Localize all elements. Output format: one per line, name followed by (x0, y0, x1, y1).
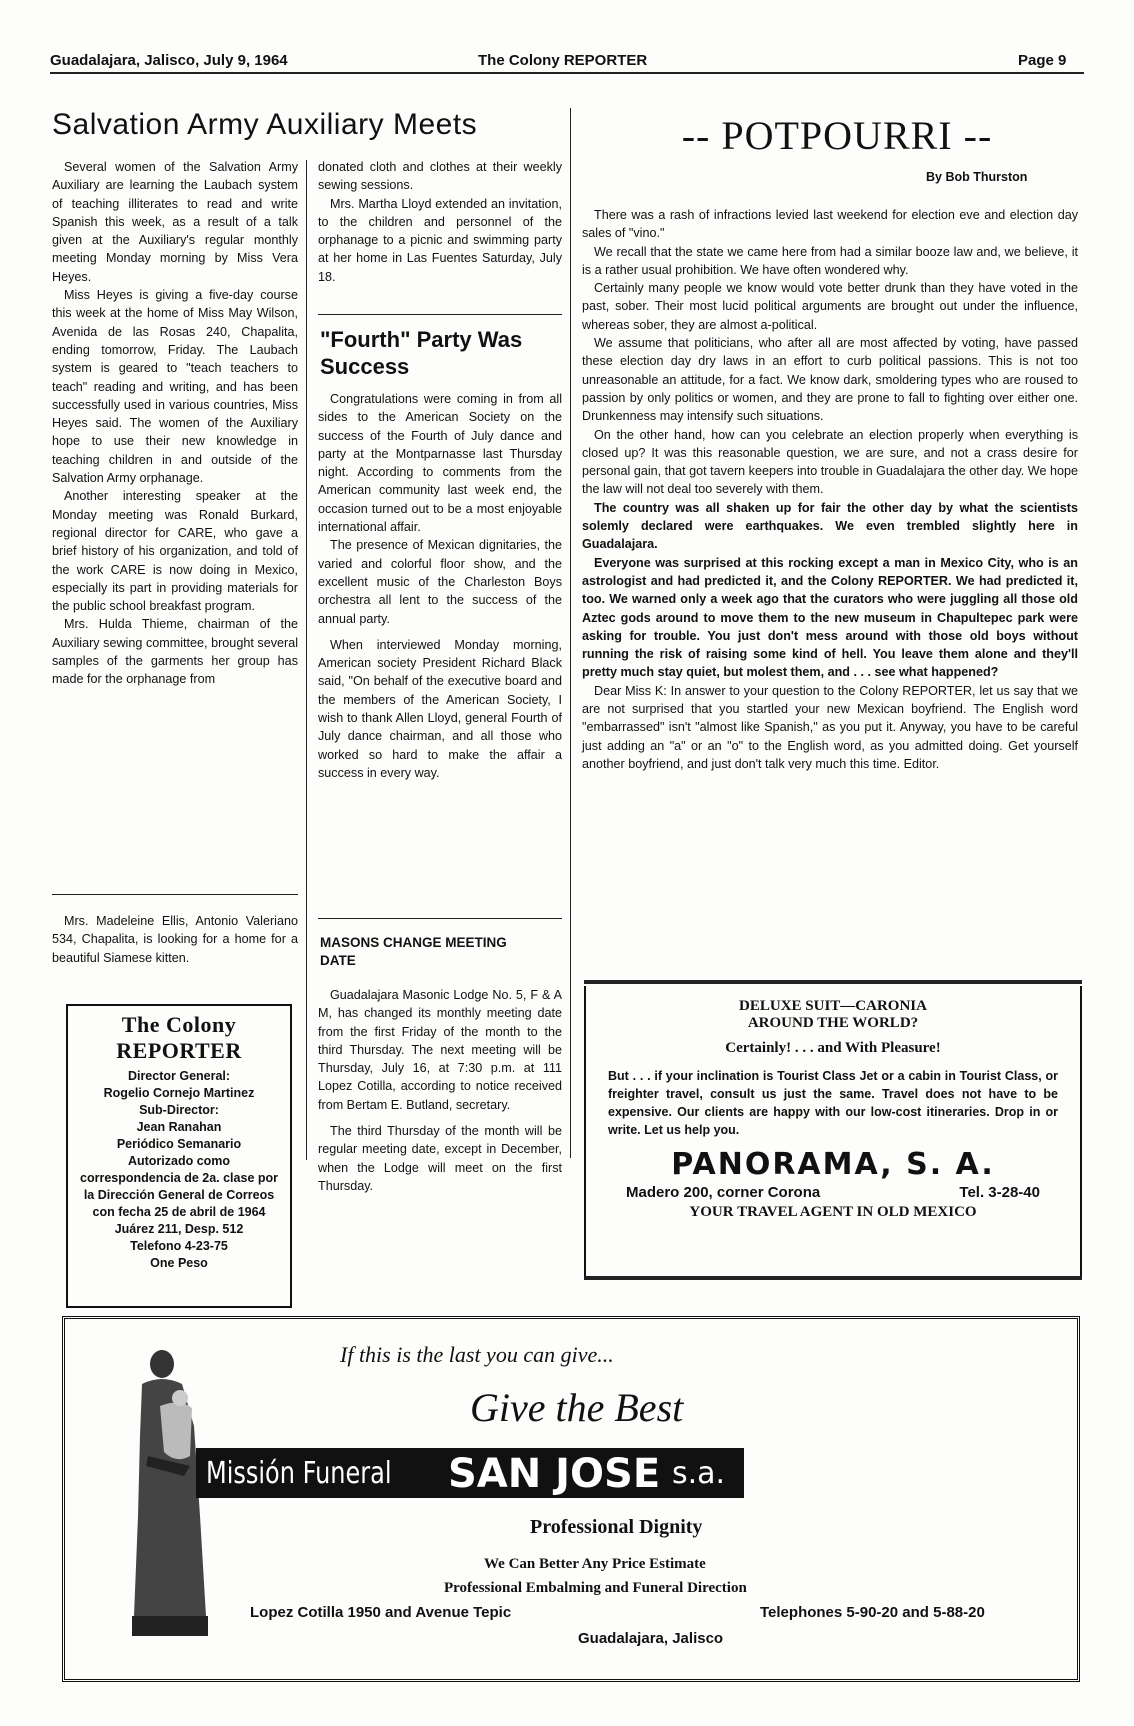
masthead-line: Juárez 211, Desp. 512 (114, 1222, 244, 1236)
masthead-line: One Peso (150, 1256, 208, 1270)
header-page-number: Page 9 (1018, 52, 1067, 69)
panorama-line-2: AROUND THE WORLD? (747, 1015, 919, 1031)
header-rule (50, 72, 1084, 74)
funeral-line-3: Professional Dignity (530, 1516, 703, 1538)
potpourri-para: Certainly many people we know would vote better drunk than they have voted in the past, sober. Their most lucid political arguments are brought out under the influence, whereas sober, they are almost a-political. (582, 281, 1078, 332)
section-rule (52, 894, 298, 895)
salvation-para: Another interesting speaker at the Monday meeting was Ronald Burkard, regional director for CARE, who gave a brief history of his organization, and told of the work CARE is now doing in Mexico, especially its part in providing materials for the public school breakfast program. (52, 489, 298, 614)
potpourri-para: There was a rash of infractions levied last weekend for election eve and election day sales of "vino." (582, 208, 1078, 241)
panorama-address: Madero 200, corner Corona (626, 1184, 821, 1201)
potpourri-headline: -- POTPOURRI -- (681, 113, 993, 158)
ad-bottom-rule (584, 1276, 1082, 1280)
fourth-headline: "Fourth" Party Was Success (320, 327, 523, 379)
masthead-line: Telefono 4-23-75 (130, 1239, 228, 1253)
section-rule (318, 918, 562, 919)
funeral-line-5: Professional Embalming and Funeral Direction (444, 1580, 747, 1596)
funeral-line-4: We Can Better Any Price Estimate (484, 1556, 706, 1572)
panorama-name: PANORAMA, S. A. (671, 1147, 995, 1182)
masthead-line: Periódico Semanario (116, 1137, 242, 1151)
masthead-line: Rogelio Cornejo Martinez (103, 1086, 255, 1100)
panorama-phone: Tel. 3-28-40 (959, 1184, 1040, 1201)
panorama-body: But . . . if your inclination is Tourist Class Jet or a cabin in Tourist Class, or freighter travel, consult us just the same. Travel does not have to be expensive. Our clients are happy with our low-cost itineraries. Drop in or write. Let us help you. (608, 1069, 1058, 1137)
salvation-para: Miss Heyes is giving a five-day course this week at the home of Miss May Wilson, Avenida de las Rosas 240, Chapalita, ending tomorrow, Friday. The Laubach system is geared to "teach teachers to teach" reading and writing, and has been successfully used in various countries, Miss Heyes said. The women of the Auxiliary hope to use their new knowledge in teaching children in and outside of the Salvation Army orphanage. (52, 288, 298, 486)
funeral-city: Guadalajara, Jalisco (578, 1630, 724, 1647)
potpourri-para: We recall that the state we came here from had a similar booze law and, we believe, it is a rather usual prohibition. We have often wondered why. (582, 244, 1078, 277)
fourth-article (318, 390, 562, 782)
fourth-para: Congratulations were coming in from all sides to the American Society on the success of the Fourth of July dance and party at the Montparnasse last Thursday night. According to comments from the American community last week end, the occasion turned out to be a most enjoyable international affair. (318, 392, 562, 535)
masthead-line: Autorizado como correspondencia de 2a. clase por la Dirección General de Correos con fecha 25 de abril de 1964 (80, 1154, 278, 1219)
panorama-ad (584, 986, 1082, 1276)
banner-san-jose: SAN JOSE (448, 1451, 661, 1497)
ad-top-rule (584, 980, 1082, 984)
potpourri-para: Dear Miss K: In answer to your question to the Colony REPORTER, let us say that we are not surprised that you startled your new Mexican boyfriend. The English word "embarrassed" isn't "almost like Spanish," as you put it. Anyway, you have to be careful just adding an "a" or an "o" to the English word, as you admitted doing. Get yourself another boyfriend, and just don't talk very much this time. Editor. (582, 683, 1078, 771)
masthead-title: The Colony REPORTER (116, 1012, 242, 1063)
potpourri-para: Everyone was surprised at this rocking except a man in Mexico City, who is an astrologist and had predicted it, and the Colony REPORTER. We had predicted it, too. We warned only a week ago that the curators who were juggling all those old Aztec gods around to move them to the new museum in Chapultepec park were asking for trouble. You just don't mess around with those old boys without running the risk of raising some kind of hell. You leave them alone and they'll pretty much stay quiet, but molest them, and . . . see what happened? (582, 555, 1078, 680)
salvation-headline: Salvation Army Auxiliary Meets (52, 108, 478, 141)
column-divider (570, 108, 571, 1158)
potpourri-byline: By Bob Thurston (926, 170, 1028, 184)
funeral-phones: Telephones 5-90-20 and 5-88-20 (760, 1604, 985, 1621)
header-paper-title: The Colony REPORTER (478, 52, 648, 69)
potpourri-column (582, 206, 1078, 773)
masons-headline: MASONS CHANGE MEETING DATE (320, 935, 507, 968)
masons-para: Guadalajara Masonic Lodge No. 5, F & A M, has changed its monthly meeting date from the first Friday of the month to the third Thursday. The next meeting will be Thursday, July 16, at 7:30 p.m. at 111 Lopez Cotilla, according to notice received from Bertam E. Butland, secretary. (318, 988, 562, 1112)
funeral-address: Lopez Cotilla 1950 and Avenue Tepic (250, 1604, 512, 1621)
potpourri-para: On the other hand, how can you celebrate an election properly when everything is closed up? It was this reasonable question, we are sure, and not a crass desire for personal gain, that got tavern keepers into trouble in Guadalajara the other day. We hope the law will not deal too severely with them. (582, 427, 1078, 497)
fourth-para: The presence of Mexican dignitaries, the varied and colorful floor show, and the excellent music of the Charleston Boys orchestra all lent to the success of the annual party. (318, 538, 562, 626)
banner-mission: Missión Funeral (206, 1456, 392, 1491)
salvation-para: donated cloth and clothes at their weekly sewing sessions. (318, 160, 562, 193)
panorama-line-3: Certainly! . . . and With Pleasure! (725, 1040, 941, 1056)
funeral-line-1: If this is the last you can give... (340, 1342, 614, 1367)
kitten-notice (52, 912, 298, 967)
column-divider (306, 160, 307, 1160)
salvation-column-2 (318, 158, 562, 286)
salvation-para: Several women of the Salvation Army Auxiliary are learning the Laubach system of teaching illiterates to read and write Spanish this week, as a result of a talk given at the Auxiliary's regular monthly meeting Monday morning by Miss Vera Heyes. (52, 160, 298, 284)
funeral-banner (196, 1448, 744, 1498)
masthead-line: Director General: (127, 1069, 231, 1083)
panorama-tagline: YOUR TRAVEL AGENT IN OLD MEXICO (689, 1204, 977, 1220)
panorama-contact-row (626, 1184, 1040, 1204)
potpourri-para: The country was all shaken up for fair the other day by what the scientists solemly declared were earthquakes. We even trembled slightly here in Guadalajara. (582, 500, 1078, 552)
fourth-para: When interviewed Monday morning, American society President Richard Black said, "On behalf of the executive board and the members of the American Society, I wish to thank Allen Lloyd, general Fourth of July dance chairman, and all those who worked so hard to make the affair a success in every way. (318, 637, 562, 780)
masthead-line: Sub-Director: (139, 1103, 219, 1117)
masthead-box (66, 1004, 292, 1308)
header-dateline: Guadalajara, Jalisco, July 9, 1964 (50, 52, 288, 69)
panorama-line-1: DELUXE SUIT—CARONIA (739, 998, 927, 1014)
funeral-line-2: Give the Best (470, 1385, 684, 1430)
kitten-text: Mrs. Madeleine Ellis, Antonio Valeriano 534, Chapalita, is looking for a home for a beautiful Siamese kitten. (52, 914, 298, 965)
salvation-para: Mrs. Hulda Thieme, chairman of the Auxiliary sewing committee, brought several samples of the garments her group has made for the orphanage from (52, 617, 298, 687)
potpourri-para: We assume that politicians, who after all are most affected by voting, have passed these election day dry laws in an effort to curb political passions. This is not too unreasonable an attitude, for a fact. We know dark, smoldering types who are roused to passion by only politics or women, and they are prone to fall to fighting over either one. Drunkenness may intensify such situations. (582, 336, 1078, 424)
masons-para: The third Thursday of the month will be regular meeting date, except in December, when the Lodge will meet on the first Thursday. (318, 1124, 562, 1193)
masthead-line: Jean Ranahan (136, 1120, 222, 1134)
section-rule (318, 314, 562, 315)
salvation-column-1 (52, 158, 298, 689)
masons-article (318, 986, 562, 1195)
salvation-para: Mrs. Martha Lloyd extended an invitation, to the children and personnel of the orphanage to a picnic and swimming party at her home in Las Fuentes Saturday, July 18. (318, 196, 562, 284)
banner-sa: s.a. (672, 1456, 726, 1491)
